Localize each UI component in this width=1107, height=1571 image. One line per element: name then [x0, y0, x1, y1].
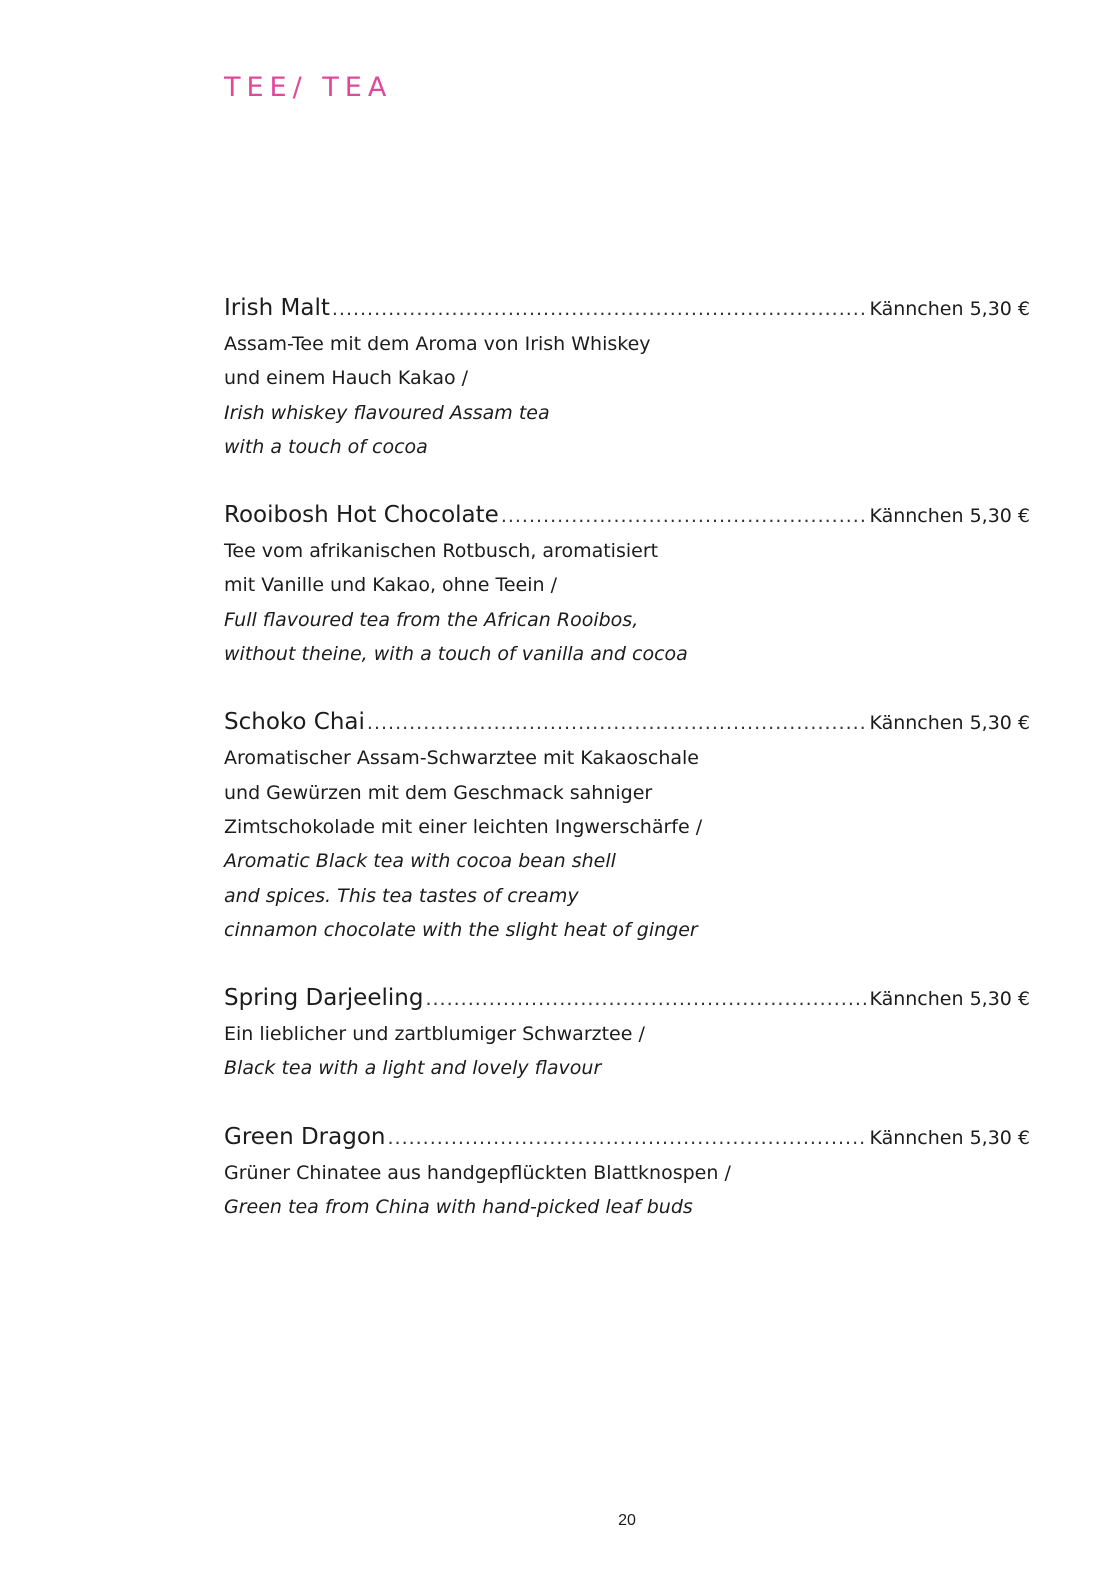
description-german: und Gewürzen mit dem Geschmack sahniger: [224, 781, 653, 804]
menu-item-name: Rooibosh Hot Chocolate: [224, 502, 499, 529]
menu-item-name: Schoko Chai: [224, 709, 365, 736]
menu-item-name: Spring Darjeeling: [224, 985, 424, 1012]
page-title: TEE/ TEA: [224, 72, 393, 103]
dot-leader: [387, 1119, 866, 1157]
menu-item-green-dragon: [224, 1118, 1030, 1225]
menu-item-irish-malt: [224, 289, 1030, 464]
menu-item-header: [224, 496, 1030, 534]
description-german: Tee vom afrikanischen Rotbusch, aromatisiert: [224, 540, 659, 563]
description-german: Ein lieblicher und zartblumiger Schwarztee /: [224, 1023, 645, 1046]
menu-item-price: Kännchen 5,30 €: [869, 505, 1030, 528]
menu-item-header: [224, 289, 1030, 327]
description-german: Grüner Chinatee aus handgepflückten Blattknospen /: [224, 1161, 731, 1184]
description-german: Aromatischer Assam-Schwarztee mit Kakaoschale: [224, 747, 699, 770]
description-english: Green tea from China with hand-picked leaf buds: [224, 1196, 693, 1219]
description-english: and spices. This tea tastes of creamy: [224, 884, 579, 907]
menu-item-header: [224, 703, 1030, 741]
menu-item-price: Kännchen 5,30 €: [869, 988, 1030, 1011]
menu-item-price: Kännchen 5,30 €: [869, 712, 1030, 735]
description-english: Black tea with a light and lovely flavour: [224, 1057, 602, 1080]
page-number: 20: [618, 1512, 636, 1529]
description-german: Assam-Tee mit dem Aroma von Irish Whiskey: [224, 333, 651, 355]
description-english: cinnamon chocolate with the slight heat of ginger: [224, 918, 698, 941]
dot-leader: [332, 290, 867, 328]
menu-item-name: Irish Malt: [224, 295, 330, 321]
menu-item-price: Kännchen 5,30 €: [869, 298, 1030, 320]
dot-leader: [501, 497, 867, 535]
description-english: without theine, with a touch of vanilla and cocoa: [224, 643, 688, 666]
menu-item-name: Green Dragon: [224, 1123, 386, 1150]
menu-item-header: [224, 979, 1030, 1017]
description-german: Zimtschokolade mit einer leichten Ingwerschärfe /: [224, 815, 703, 838]
description-english: Aromatic Black tea with cocoa bean shell: [224, 850, 616, 873]
menu-item-rooibosh-hot-chocolate: [224, 496, 1030, 671]
menu-item-header: [224, 1118, 1030, 1156]
dot-leader: [367, 704, 867, 742]
menu-item-spring-darjeeling: [224, 979, 1030, 1086]
menu-item-price: Kännchen 5,30 €: [869, 1126, 1030, 1149]
tea-menu: [224, 289, 1030, 1256]
description-german: und einem Hauch Kakao /: [224, 367, 469, 390]
menu-item-schoko-chai: [224, 703, 1030, 947]
dot-leader: [425, 980, 866, 1018]
description-english: with a touch of cocoa: [224, 435, 428, 458]
description-english: Full flavoured tea from the African Rooibos,: [224, 608, 639, 631]
description-english: Irish whiskey flavoured Assam tea: [224, 401, 550, 424]
description-german: mit Vanille und Kakao, ohne Teein /: [224, 574, 557, 597]
